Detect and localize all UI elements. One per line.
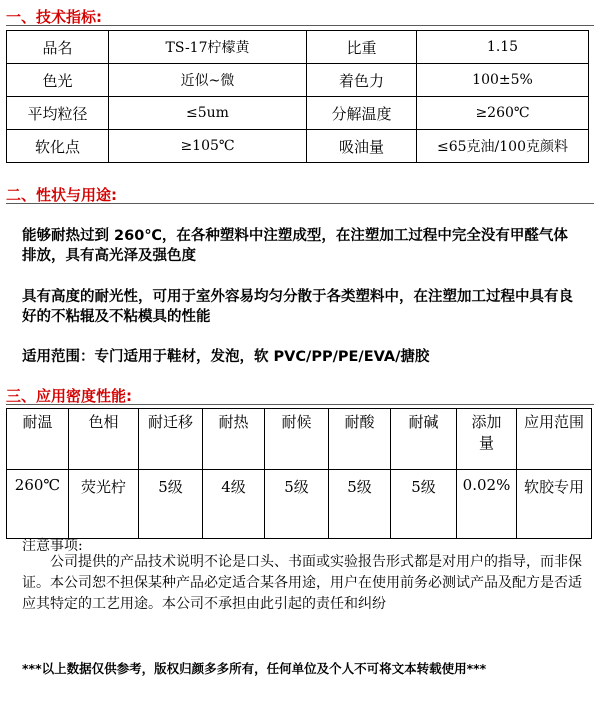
section-title-properties: 二、性状与用途: [6,186,117,204]
copyright-disclaimer: ***以上数据仅供参考，版权归颜多多所有，任何单位及个人不可将文本转载使用*** [22,661,487,676]
notes-heading: 注意事项: [22,538,83,554]
column-header: 耐热 [203,409,265,470]
table-cell: ≤65克油/100克颜料 [417,130,589,163]
table-cell: 分解温度 [307,97,417,130]
table-cell: TS-17柠檬黄 [109,31,307,64]
table-cell: ≥105℃ [109,130,307,163]
table-cell: 近似~微 [109,64,307,97]
table-cell: 软化点 [7,130,109,163]
table-header-row [7,409,592,470]
table-row [7,31,589,64]
table-cell: ≥260℃ [417,97,589,130]
table-cell: ≤5um [109,97,307,130]
performance-table [6,408,592,539]
section-title-density: 三、应用密度性能: [6,387,132,405]
section-title-tech: 一、技术指标: [6,8,102,26]
application-scope: 适用范围：专门适用于鞋材，发泡，软 PVC/PP/PE/EVA/搪胶 [22,349,430,365]
table-cell: 平均粒径 [7,97,109,130]
table-row [7,97,589,130]
table-cell: 0.02% [457,470,517,539]
table-cell: 260℃ [7,470,69,539]
section-divider [6,404,594,405]
table-cell: 4级 [203,470,265,539]
table-cell: 比重 [307,31,417,64]
column-header: 耐迁移 [139,409,203,470]
table-cell: 100±5% [417,64,589,97]
column-header: 色相 [69,409,139,470]
table-cell: 品名 [7,31,109,64]
table-cell: 软胶专用 [517,470,592,539]
table-row [7,470,592,539]
table-cell: 5级 [391,470,457,539]
table-cell: 吸油量 [307,130,417,163]
section-divider [6,203,594,204]
properties-paragraph-2: 具有高度的耐光性，可用于室外容易均匀分散于各类塑料中，在注塑加工过程中具有良好的不粘辊及不粘模具的性能 [22,289,573,325]
table-cell: 着色力 [307,64,417,97]
column-header: 添加量 [457,409,517,470]
tech-spec-table [6,30,589,163]
table-cell: 1.15 [417,31,589,64]
table-cell: 5级 [329,470,391,539]
column-header: 应用范围 [517,409,592,470]
column-header: 耐候 [265,409,329,470]
table-row [7,130,589,163]
table-row [7,64,589,97]
table-cell: 荧光柠 [69,470,139,539]
table-cell: 色光 [7,64,109,97]
section-divider [6,25,594,26]
notes-body: 公司提供的产品技术说明不论是口头、书面或实验报告形式都是对用户的指导，而非保证。本公司恕不担保某种产品必定适合某各用途，用户在使用前务必测试产品及配方是否适应其特定的工艺用途。本公司不承担由此引起的责任和纠纷 [22,554,582,612]
table-cell: 5级 [265,470,329,539]
column-header: 耐酸 [329,409,391,470]
properties-paragraph-1: 能够耐热过到 260℃，在各种塑料中注塑成型，在注塑加工过程中完全没有甲醛气体排放，具有高光泽及强色度 [22,228,568,264]
column-header: 耐温 [7,409,69,470]
column-header: 耐碱 [391,409,457,470]
table-cell: 5级 [139,470,203,539]
